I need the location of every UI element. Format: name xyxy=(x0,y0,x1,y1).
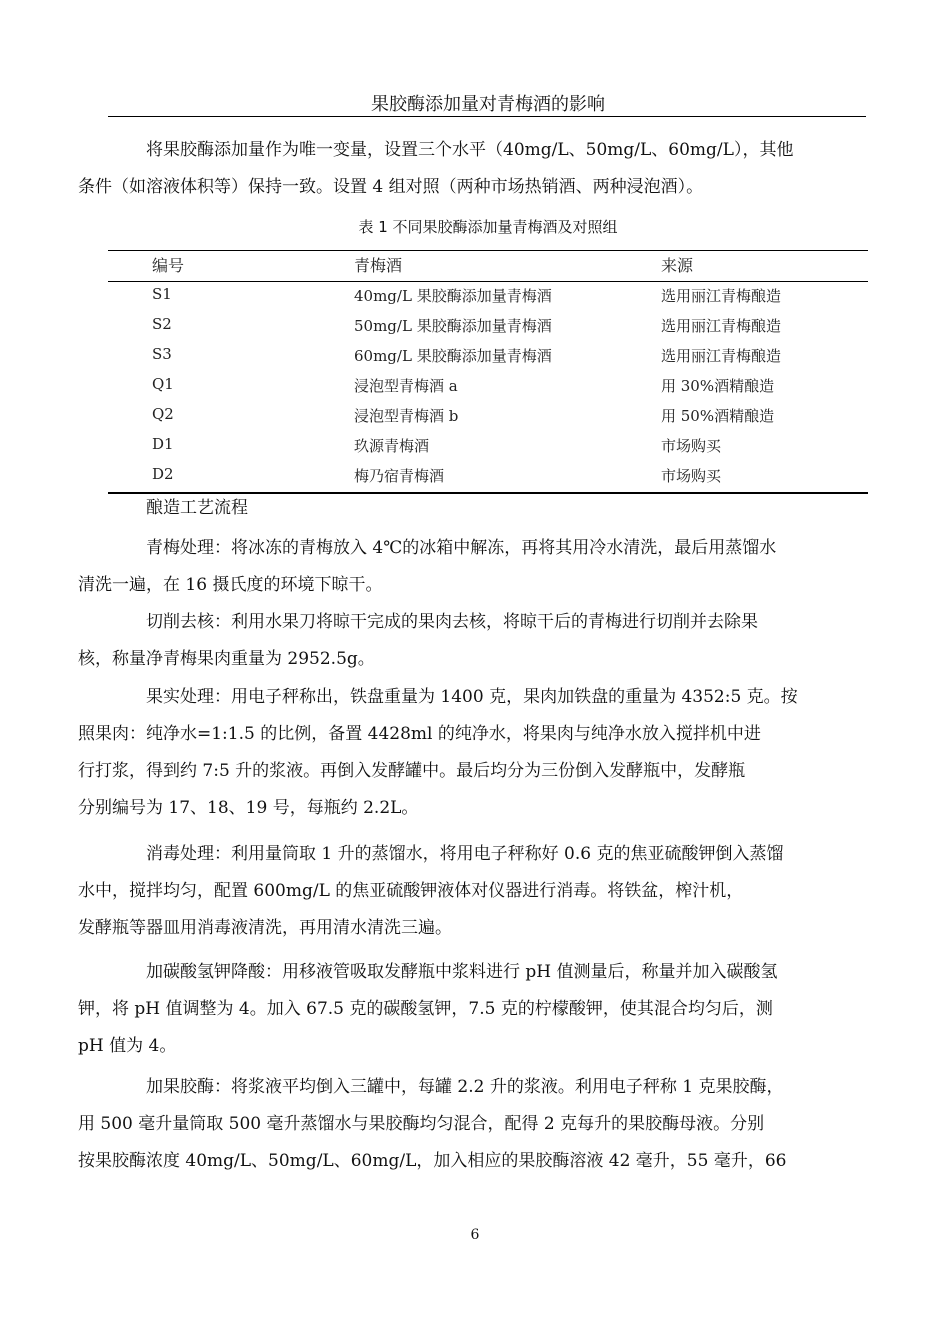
cell-wine: 40mg/L 果胶酶添加量青梅酒 xyxy=(354,287,552,305)
paragraph-line: pH 值为 4。 xyxy=(78,1036,177,1056)
paragraph-line: 钾，将 pH 值调整为 4。加入 67.5 克的碳酸氢钾，7.5 克的柠檬酸钾，使其混合均匀后，测 xyxy=(78,999,773,1019)
paragraph-line: 加果胶酶：将浆液平均倒入三罐中，每罐 2.2 升的浆液。利用电子秤称 1 克果胶酶， xyxy=(146,1077,784,1097)
cell-id: S2 xyxy=(152,315,172,333)
cell-wine: 玖源青梅酒 xyxy=(354,437,430,455)
table-caption: 表 1 不同果胶酶添加量青梅酒及对照组 xyxy=(358,218,618,236)
running-header: 果胶酶添加量对青梅酒的影响 xyxy=(371,94,605,115)
paragraph-disinfection xyxy=(78,836,864,947)
cell-source: 用 50%酒精酿造 xyxy=(661,407,775,425)
table-top-rule xyxy=(108,250,868,251)
paragraph-line: 水中，搅拌均匀，配置 600mg/L 的焦亚硫酸钾液体对仪器进行消毒。将铁盆，榨汁机， xyxy=(78,881,744,901)
header-rule xyxy=(108,116,866,117)
cell-wine: 浸泡型青梅酒 b xyxy=(354,407,459,425)
cell-id: S1 xyxy=(152,285,172,303)
cell-source: 选用丽江青梅酿造 xyxy=(661,317,782,335)
intro-paragraph xyxy=(78,132,864,206)
cell-id: Q1 xyxy=(152,375,174,393)
paragraph-line: 发酵瓶等器皿用消毒液清洗，再用清水清洗三遍。 xyxy=(78,918,452,938)
cell-source: 用 30%酒精酿造 xyxy=(661,377,775,395)
paragraph-line: 分别编号为 17、18、19 号，每瓶约 2.2L。 xyxy=(78,798,419,818)
cell-wine: 50mg/L 果胶酶添加量青梅酒 xyxy=(354,317,552,335)
cell-source: 市场购买 xyxy=(661,467,722,485)
paragraph-line: 照果肉：纯净水=1:1.5 的比例，备置 4428ml 的纯净水，将果肉与纯净水放入搅拌机中进 xyxy=(78,724,761,744)
paragraph-pitting xyxy=(78,604,864,678)
cell-id: D2 xyxy=(152,465,174,483)
paragraph-line: 青梅处理：将冰冻的青梅放入 4℃的冰箱中解冻，再将其用冷水清洗，最后用蒸馏水 xyxy=(146,538,777,558)
paragraph-pectinase xyxy=(78,1069,864,1180)
page-number: 6 xyxy=(470,1227,480,1243)
paragraph-plum-processing xyxy=(78,530,864,604)
column-header-source: 来源 xyxy=(661,256,694,275)
paragraph-line: 加碳酸氢钾降酸：用移液管吸取发酵瓶中浆料进行 pH 值测量后，称量并加入碳酸氢 xyxy=(146,962,778,982)
column-header-id: 编号 xyxy=(152,256,185,275)
section-heading: 酿造工艺流程 xyxy=(146,498,248,518)
cell-id: Q2 xyxy=(152,405,174,423)
cell-wine: 浸泡型青梅酒 a xyxy=(354,377,458,395)
paragraph-line: 按果胶酶浓度 40mg/L、50mg/L、60mg/L，加入相应的果胶酶溶液 42 毫升，55 毫升，66 xyxy=(78,1151,787,1171)
cell-wine: 60mg/L 果胶酶添加量青梅酒 xyxy=(354,347,552,365)
cell-source: 选用丽江青梅酿造 xyxy=(661,347,782,365)
paragraph-fruit-processing xyxy=(78,679,864,827)
table-header-rule xyxy=(108,281,868,282)
paragraph-line: 清洗一遍，在 16 摄氏度的环境下晾干。 xyxy=(78,575,383,595)
intro-line-2: 条件（如溶液体积等）保持一致。设置 4 组对照（两种市场热销酒、两种浸泡酒）。 xyxy=(78,177,704,197)
cell-id: D1 xyxy=(152,435,174,453)
paragraph-line: 行打浆，得到约 7:5 升的浆液。再倒入发酵罐中。最后均分为三份倒入发酵瓶中，发酵瓶 xyxy=(78,761,746,781)
paragraph-deacidification xyxy=(78,954,864,1065)
paragraph-line: 用 500 毫升量筒取 500 毫升蒸馏水与果胶酶均匀混合，配得 2 克每升的果胶酶母液。分别 xyxy=(78,1114,765,1134)
cell-wine: 梅乃宿青梅酒 xyxy=(354,467,445,485)
column-header-wine: 青梅酒 xyxy=(354,256,403,275)
paragraph-line: 核，称量净青梅果肉重量为 2952.5g。 xyxy=(78,649,375,669)
cell-id: S3 xyxy=(152,345,172,363)
cell-source: 选用丽江青梅酿造 xyxy=(661,287,782,305)
paragraph-line: 消毒处理：利用量筒取 1 升的蒸馏水，将用电子秤称好 0.6 克的焦亚硫酸钾倒入蒸馏 xyxy=(146,844,784,864)
cell-source: 市场购买 xyxy=(661,437,722,455)
paragraph-line: 切削去核：利用水果刀将晾干完成的果肉去核，将晾干后的青梅进行切削并去除果 xyxy=(146,612,758,632)
paragraph-line: 果实处理：用电子秤称出，铁盘重量为 1400 克，果肉加铁盘的重量为 4352:5 克。按 xyxy=(146,687,798,707)
intro-line-1: 将果胶酶添加量作为唯一变量，设置三个水平（40mg/L、50mg/L、60mg/L），其他 xyxy=(146,140,794,160)
